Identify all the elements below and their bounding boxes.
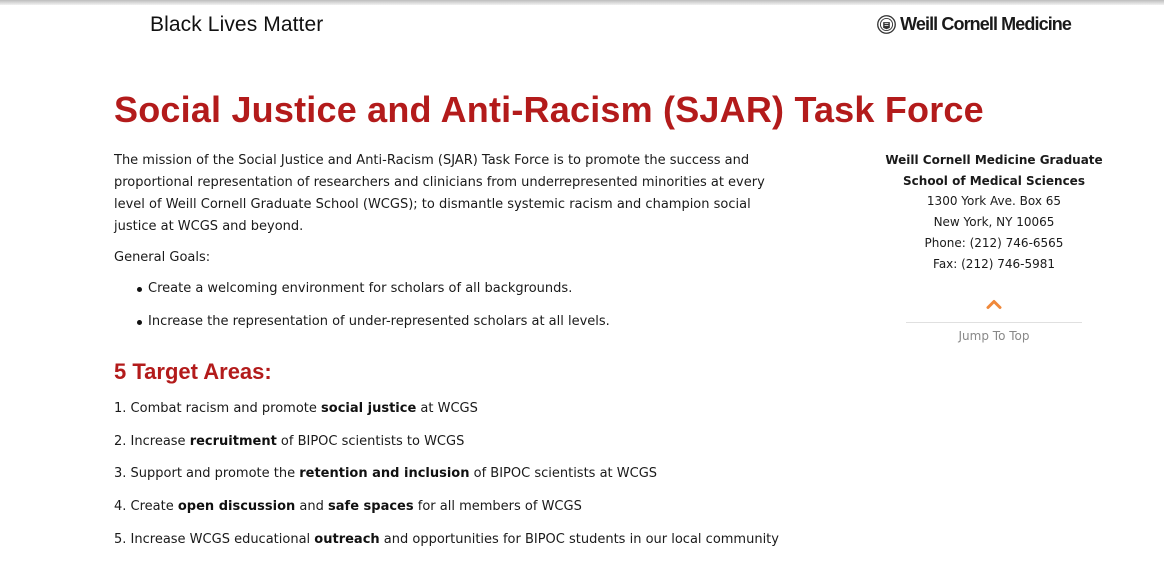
contact-sidebar [880, 150, 1108, 274]
phone-line: Phone: (212) 746-6565 [924, 235, 1064, 250]
target-areas-heading: 5 Target Areas: [114, 359, 272, 384]
goal-item: Increase the representation of under-represented scholars at all levels. [136, 311, 794, 333]
target-keyword: safe spaces [328, 499, 414, 515]
target-areas-list [114, 398, 794, 551]
top-shadow-bar [0, 0, 1164, 5]
target-item: 2. Increase recruitment of BIPOC scientists to WCGS [114, 433, 465, 449]
brand-name: Weill Cornell Medicine [900, 14, 1071, 34]
main-content [114, 150, 794, 561]
target-keyword: outreach [314, 531, 380, 547]
target-keyword: open discussion [177, 499, 296, 515]
mission-paragraph: The mission of the Social Justice and Anti-Racism (SJAR) Task Force is to promote the success and proportional representation of researchers and clinicians from underrepresented minorities at every level of Weill Cornell Graduate School (WCGS); to dismantle systemic racism and champion social justice at WCGS and beyond. [114, 153, 765, 234]
brand-logo[interactable] [877, 14, 1071, 35]
jump-divider [906, 322, 1082, 323]
org-name-line1: Weill Cornell Medicine Graduate [885, 153, 1103, 167]
jump-to-top[interactable] [906, 298, 1082, 343]
jump-to-top-link[interactable]: Jump To Top [958, 329, 1030, 343]
goal-item: Create a welcoming environment for scholars of all backgrounds. [136, 278, 794, 300]
target-keyword: social justice [321, 401, 417, 416]
target-item: 4. Create open discussion and safe spaces for all members of WCGS [114, 499, 582, 515]
university-seal-icon [877, 15, 896, 34]
city-line: New York, NY 10065 [933, 215, 1055, 230]
page-title: Social Justice and Anti-Racism (SJAR) Task Force [114, 89, 984, 130]
target-keyword: retention and inclusion [299, 466, 470, 482]
target-item: 3. Support and promote the retention and inclusion of BIPOC scientists at WCGS [114, 466, 658, 482]
fax-line: Fax: (212) 746-5981 [933, 256, 1055, 271]
chevron-up-icon[interactable] [986, 298, 1002, 310]
goals-list [114, 278, 794, 333]
target-item: 5. Increase WCGS educational outreach and opportunities for BIPOC students in our local community [114, 531, 779, 547]
org-name-line2: School of Medical Sciences [903, 173, 1085, 188]
target-item: 1. Combat racism and promote social justice at WCGS [114, 401, 478, 416]
target-keyword: recruitment [189, 433, 277, 449]
goals-label: General Goals: [114, 250, 211, 265]
address-line: 1300 York Ave. Box 65 [926, 194, 1062, 209]
banner-text: Black Lives Matter [150, 13, 324, 36]
